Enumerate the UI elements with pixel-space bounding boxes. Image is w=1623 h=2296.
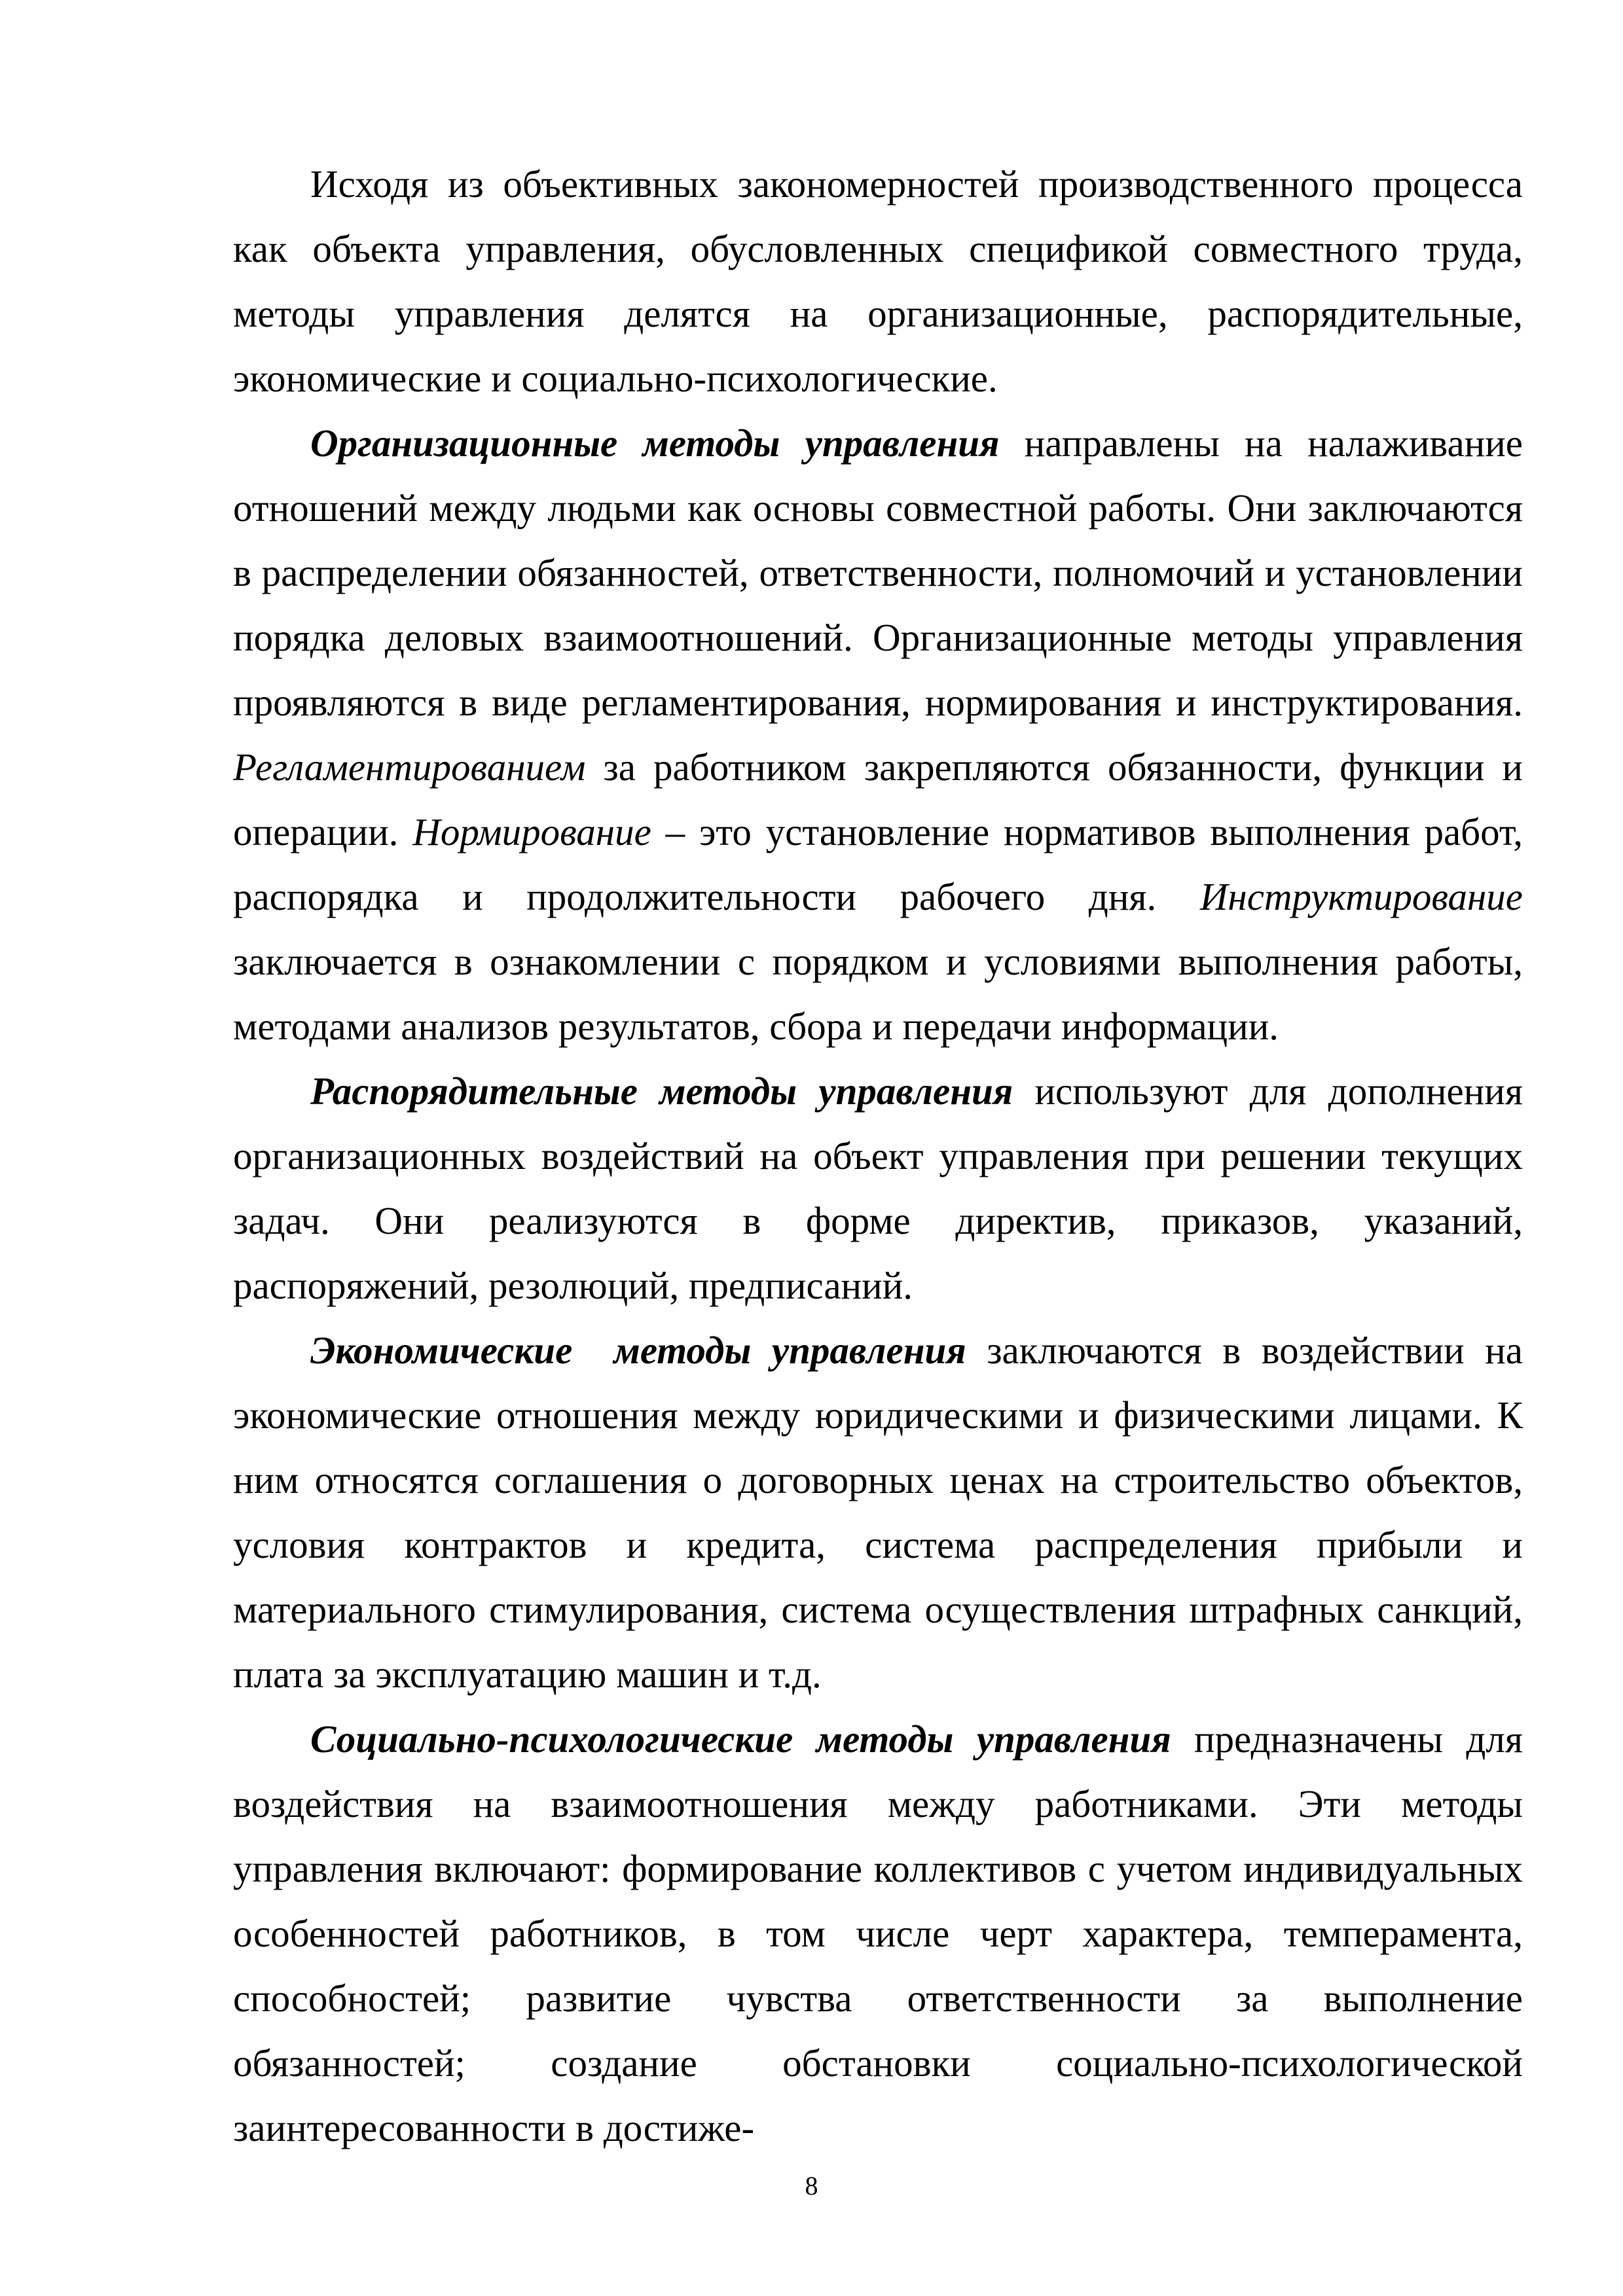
paragraph-text: предназначены для воздействия на взаимоотношения между работниками. Эти методы управления включают: формирование коллективов с учетом индивидуальных особенностей работников, в том числе черт характера, темперамента, способностей; развитие чувства ответственности за выполнение обязанностей; создание обстановки социально-психологической заинтересованности в достиже-	[233, 1717, 1523, 2149]
term-administrative-methods: Распорядительные методы управления	[310, 1069, 1013, 1113]
italic-term-standardization: Нормирование	[412, 810, 651, 853]
term-organizational-methods: Организационные методы управления	[310, 422, 1000, 465]
italic-term-regulation: Регламентированием	[233, 745, 586, 789]
page-number: 8	[805, 2171, 818, 2200]
term-socio-psychological-methods: Социально-психологические методы управления	[310, 1717, 1171, 1761]
paragraph-text: – это установление нормативов выполнения работ, распорядка и продолжительности рабочего дня.	[233, 810, 1523, 918]
paragraph-organizational-methods	[233, 411, 1523, 1059]
paragraph-text: за работником закрепляются обязанности, функции и операции.	[233, 745, 1523, 853]
paragraph-economic-methods	[233, 1318, 1523, 1707]
paragraph-intro	[233, 152, 1523, 411]
paragraph-text: используют для дополнения организационных воздействий на объект управления при решении текущих задач. Они реализуются в форме директив, приказов, указаний, распоряжений, резолюций, предписаний.	[233, 1069, 1523, 1307]
term-economic-methods: Экономические методы управления	[310, 1329, 966, 1372]
paragraph-text: направлены на налаживание отношений между людьми как основы совместной работы. Они заключаются в распределении обязанностей, ответственности, полномочий и установлении порядка деловых взаимоотношений. Организационные методы управления проявляются в виде регламентирования, нормирования и инструктирования.	[233, 422, 1523, 724]
paragraph-text: заключаются в воздействии на экономические отношения между юридическими и физическими лицами. К ним относятся соглашения о договорных ценах на строительство объектов, условия контрактов и кредита, система распределения прибыли и материального стимулирования, система осуществления штрафных санкций, плата за эксплуатацию машин и т.д.	[233, 1329, 1523, 1696]
paragraph-intro-text: Исходя из объективных закономерностей производственного процесса как объекта управления, обусловленных спецификой совместного труда, методы управления делятся на организационные, распорядительные, экономические и социально-психологические.	[233, 162, 1523, 400]
paragraph-text: заключается в ознакомлении с порядком и условиями выполнения работы, методами анализов результатов, сбора и передачи информации.	[233, 940, 1523, 1048]
italic-term-instruction: Инструктирование	[1199, 875, 1523, 918]
paragraph-socio-psychological-methods	[233, 1707, 1523, 2161]
page-body	[233, 152, 1523, 2161]
paragraph-administrative-methods	[233, 1059, 1523, 1318]
